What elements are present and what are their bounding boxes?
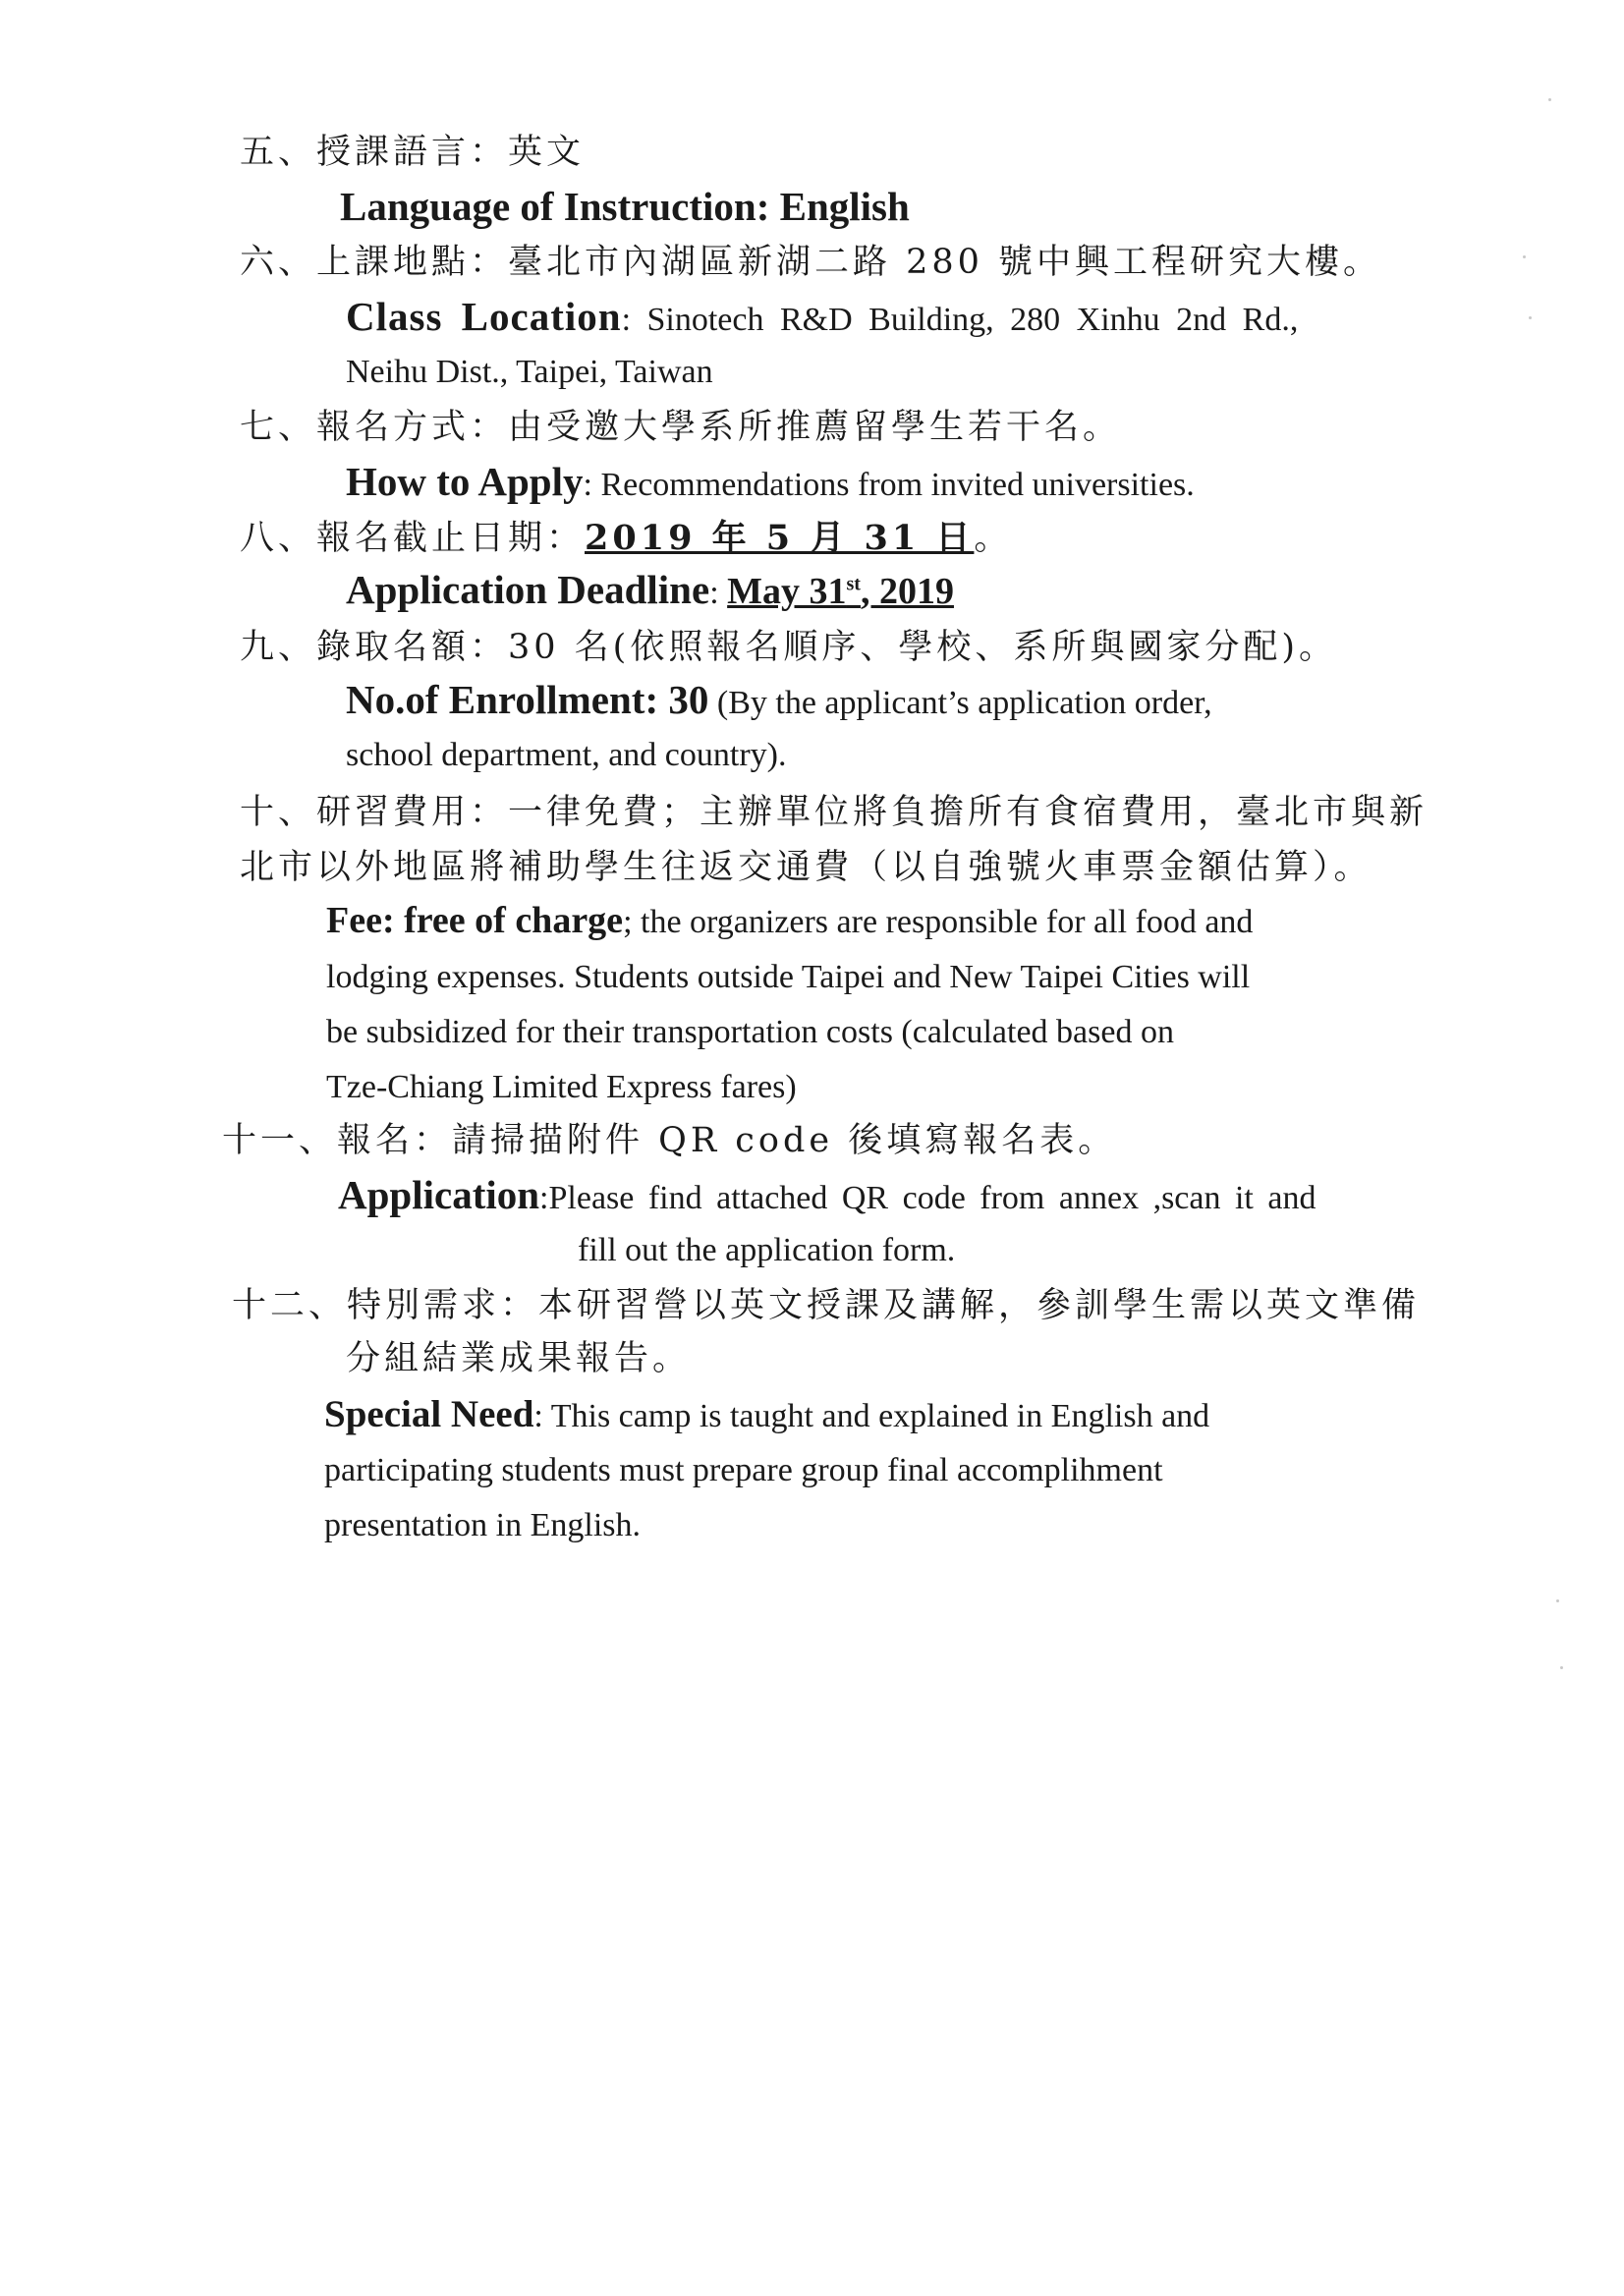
item-seven-zh: 七、報名方式：由受邀大學系所推薦留學生若干名。 (240, 408, 1122, 447)
item-eleven-en-label: Application (338, 1172, 540, 1217)
item-six-zh: 六、上課地點：臺北市內湖區新湖二路 280 號中興工程研究大樓。 (240, 243, 1382, 282)
item-nine-en-line2: school department, and country). (346, 737, 787, 773)
item-eight-zh-prefix: 八、報名截止日期： (240, 519, 586, 558)
item-five-zh: 五、授課語言：英文 (240, 133, 586, 172)
item-twelve-en-text1: : This camp is taught and explained in English and (533, 1398, 1210, 1434)
scan-speck (1548, 98, 1551, 101)
item-eight-zh-date: 2019 年 5 月 31 日 (585, 518, 975, 558)
item-eight-en-date-year: , 2019 (860, 571, 954, 612)
item-six-en-line1 (346, 294, 1423, 339)
item-twelve-zh-line2: 分組結業成果報告。 (346, 1339, 692, 1378)
scan-speck (1556, 1599, 1559, 1602)
item-eight-en-colon: : (709, 575, 728, 611)
item-nine-en-label: No.of Enrollment: 30 (346, 677, 709, 722)
item-twelve-zh-line1: 十二、特別需求：本研習營以英文授課及講解，參訓學生需以英文準備 (232, 1286, 1421, 1325)
item-eleven-zh: 十一、報名：請掃描附件 QR code 後填寫報名表。 (222, 1121, 1117, 1160)
item-seven-en-text: : Recommendations from invited universities. (583, 467, 1195, 503)
item-twelve-en-line3: presentation in English. (324, 1507, 642, 1543)
item-ten-zh-line2: 北市以外地區將補助學生往返交通費（以自強號火車票金額估算）。 (240, 848, 1372, 887)
item-eight-en-date-main: May 31 (727, 571, 847, 612)
item-eight-en-date (727, 571, 954, 612)
item-eleven-en-text1: :Please find attached QR code from annex ,scan it and (539, 1180, 1316, 1216)
item-eight-en (346, 567, 954, 612)
item-seven-en (346, 459, 1195, 504)
item-ten-en-line2: lodging expenses. Students outside Taipei and New Taipei Cities will (326, 959, 1251, 995)
item-six-en-line2: Neihu Dist., Taipei, Taiwan (346, 354, 713, 390)
item-nine-en-line1 (346, 677, 1212, 722)
item-eleven-en-line1 (338, 1172, 1423, 1217)
item-twelve-en-line2: participating students must prepare group final accomplihment (324, 1452, 1163, 1488)
item-eight-zh (240, 518, 1013, 558)
item-ten-en-line3: be subsidized for their transportation costs (calculated based on (326, 1014, 1174, 1050)
item-eight-en-date-sup: st (846, 573, 861, 595)
item-nine-zh: 九、錄取名額：30 名(依照報名順序、學校、系所與國家分配)。 (240, 628, 1337, 667)
item-seven-en-label: How to Apply (346, 459, 584, 504)
item-ten-zh-line1: 十、研習費用：一律免費；主辦單位將負擔所有食宿費用，臺北市與新 (240, 793, 1428, 832)
item-ten-en-text1: ; the organizers are responsible for all food and (623, 904, 1254, 940)
item-twelve-en-line1 (324, 1395, 1209, 1433)
item-nine-en-text1: (By the applicant’s application order, (708, 685, 1212, 721)
item-ten-en-label: Fee: free of charge (326, 900, 624, 941)
item-five-en: Language of Instruction: English (340, 184, 910, 229)
item-six-en-label: Class Location (346, 294, 622, 339)
scan-speck (1529, 316, 1532, 319)
item-twelve-en-label: Special Need (324, 1393, 534, 1435)
item-ten-en-line1 (326, 902, 1253, 939)
item-eight-en-label: Application Deadline (346, 567, 710, 612)
item-eight-zh-suffix: 。 (974, 519, 1013, 558)
item-ten-en-line4: Tze-Chiang Limited Express fares) (326, 1069, 797, 1105)
scan-speck (1523, 255, 1526, 258)
scan-speck (1560, 1666, 1563, 1669)
item-six-en-text1: : Sinotech R&D Building, 280 Xinhu 2nd Rd., (621, 302, 1299, 338)
item-eleven-en-line2: fill out the application form. (578, 1232, 956, 1268)
